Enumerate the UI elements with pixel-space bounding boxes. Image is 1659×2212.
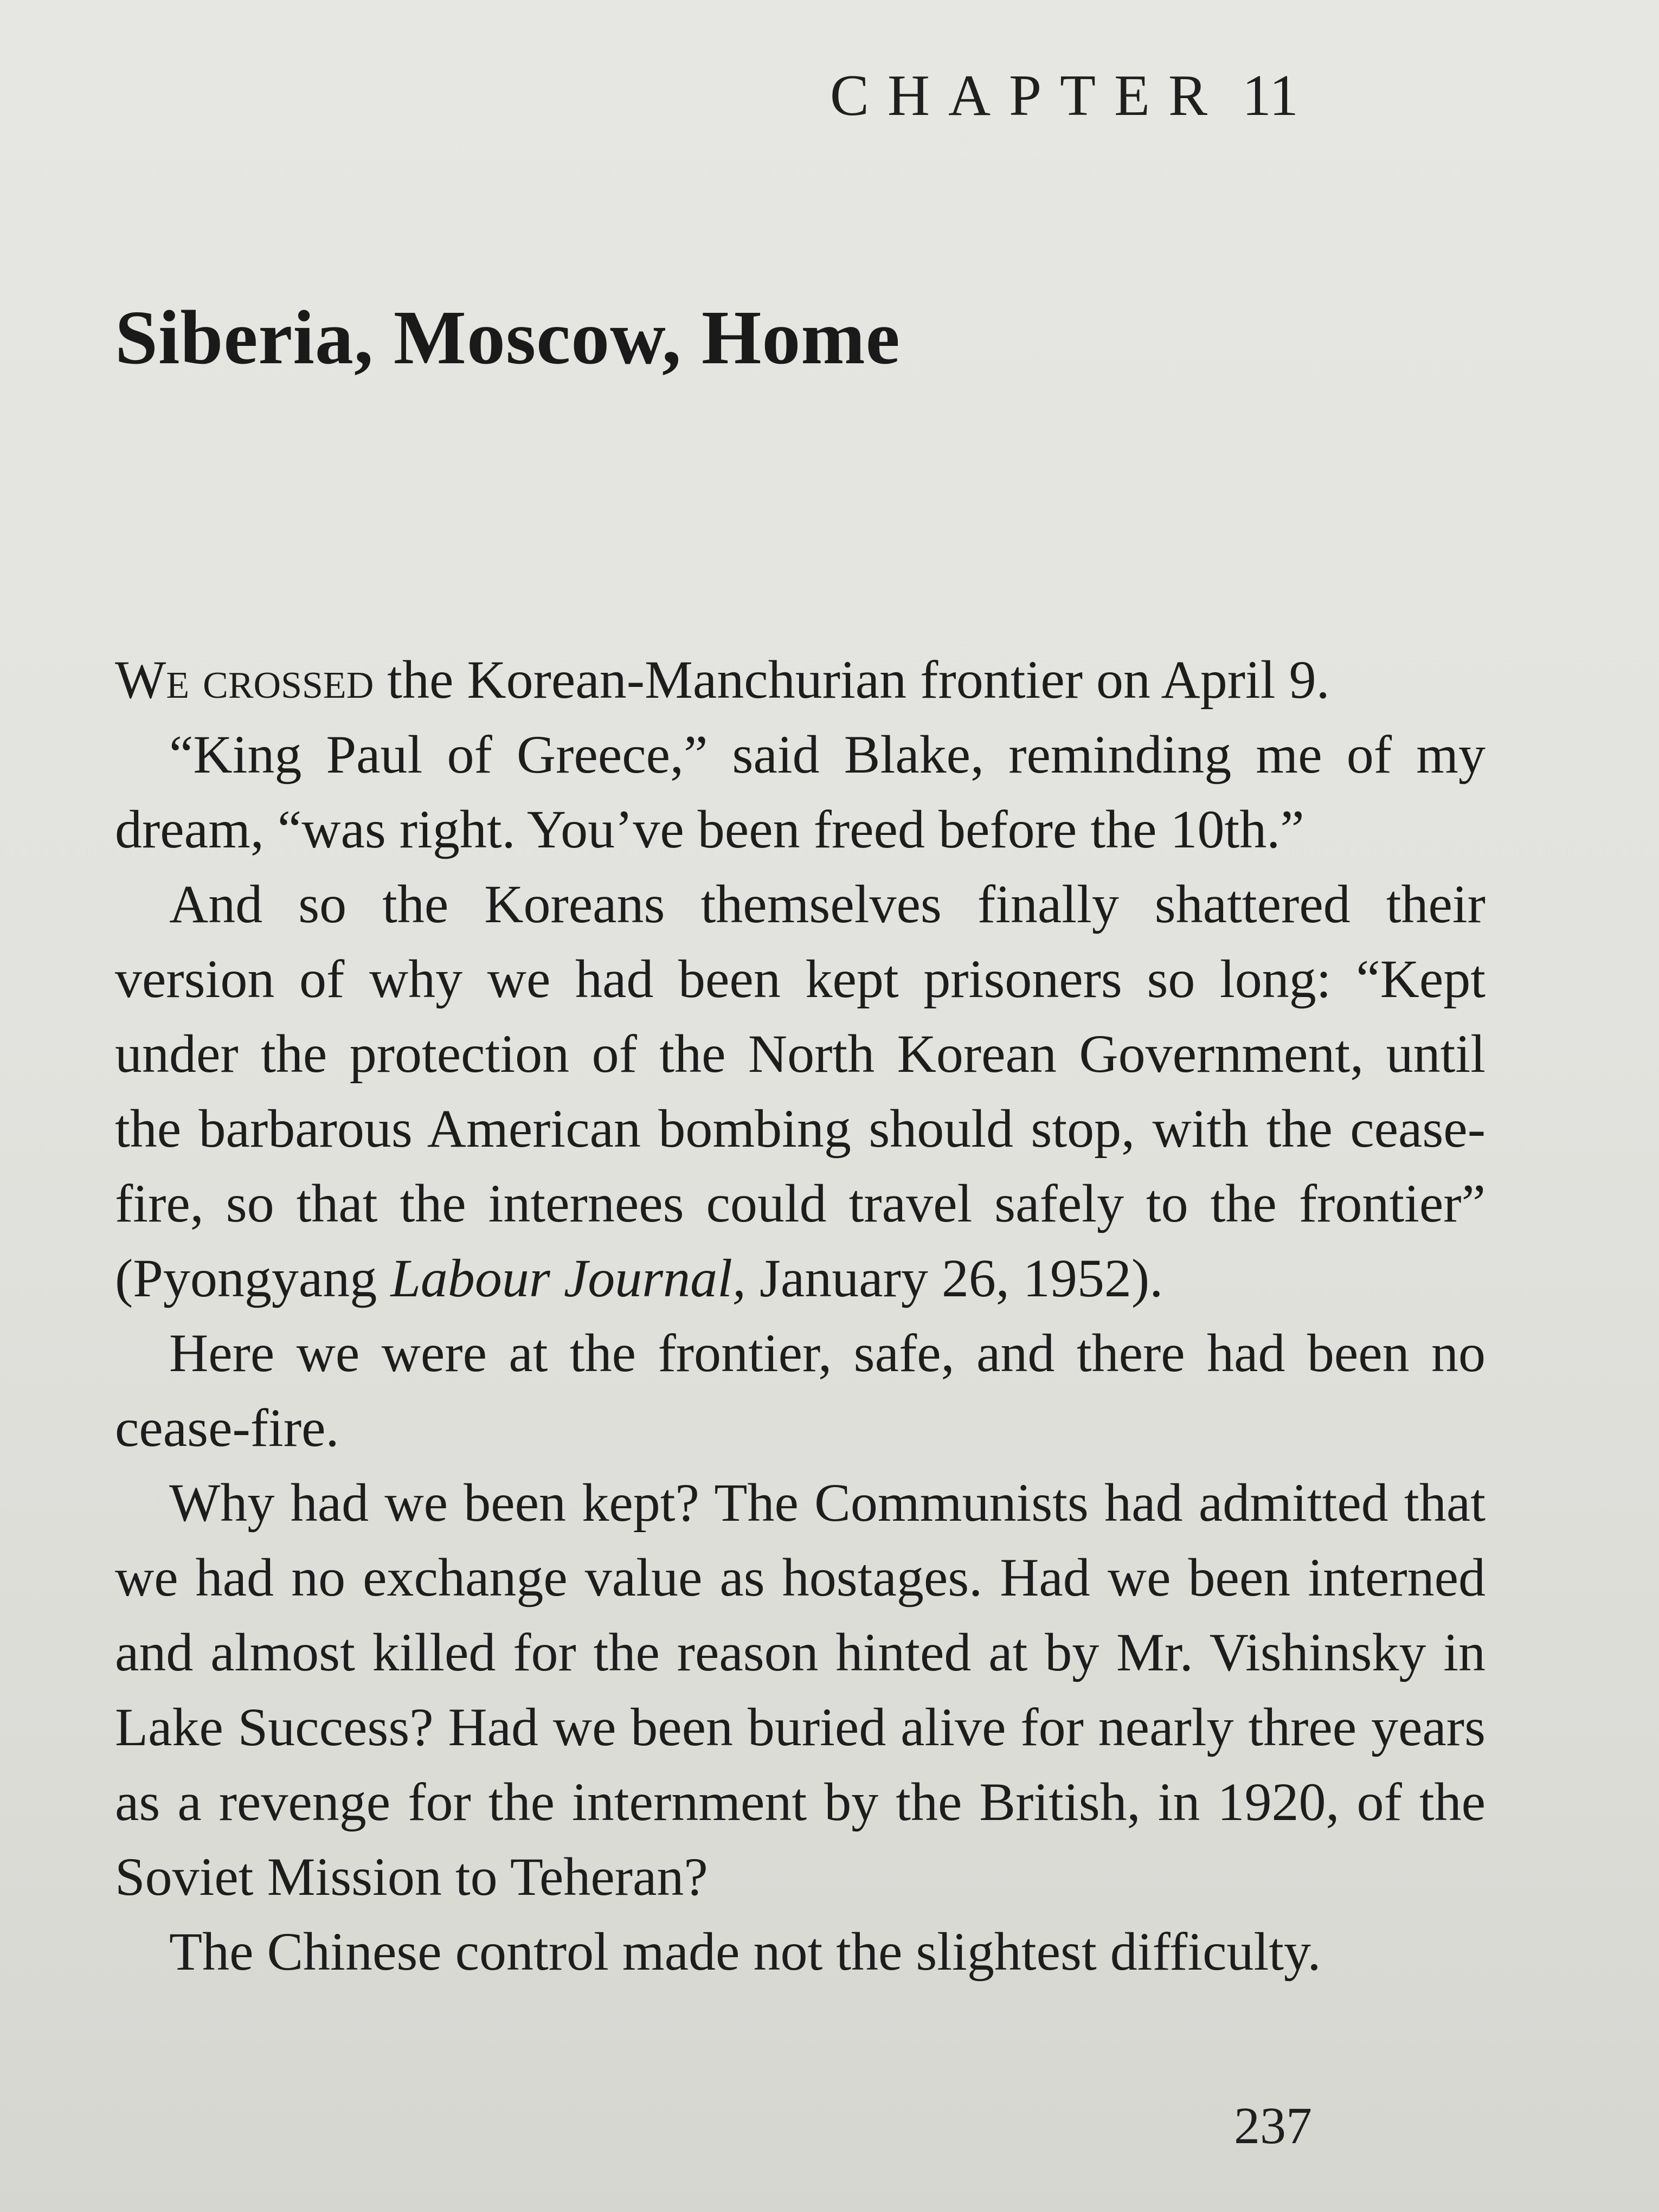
paragraph-5: Why had we been kept? The Communists had admitted that we had no exchange value as hostages. Had we been interned and almost killed for the reason hinted at by Mr. Vishinsky in Lake Success? Had we been buried alive for nearly three years as a revenge for the internment by the British, in 1920, of the Soviet Mission to Teheran?: [115, 1472, 1486, 1907]
paragraph-3: [115, 867, 1486, 1316]
paragraph-4: Here we were at the frontier, safe, and there had been no cease-fire.: [115, 1323, 1486, 1458]
paragraph-6: The Chinese control made not the slightest difficulty.: [169, 1921, 1321, 1982]
paragraph-lead-smallcaps: We crossed: [115, 650, 374, 710]
chapter-heading: [830, 62, 1298, 130]
paragraph-1-text: the Korean-Manchurian frontier on April 9.: [374, 650, 1330, 710]
chapter-number: 11: [1242, 63, 1298, 128]
paragraph-3-italic-title: Labour Journal,: [390, 1248, 746, 1308]
body-text: [115, 642, 1486, 1989]
page-number: 237: [1234, 2097, 1312, 2155]
paragraph-3-text-after: January 26, 1952).: [745, 1248, 1163, 1308]
paragraph-3-text-before: And so the Koreans themselves finally shattered their version of why we had been kept prisoners so long: “Kept under the protection of the North Korean Government, until the barbarous American bombing should stop, with the cease-fire, so that the internees could travel safely to the frontier” (Pyongyang: [115, 874, 1486, 1308]
paragraph-1: [115, 642, 1486, 717]
chapter-label: CHAPTER: [829, 63, 1226, 128]
chapter-title: Siberia, Moscow, Home: [115, 294, 901, 380]
paragraph-2: “King Paul of Greece,” said Blake, reminding me of my dream, “was right. You’ve been freed before the 10th.”: [115, 724, 1486, 859]
